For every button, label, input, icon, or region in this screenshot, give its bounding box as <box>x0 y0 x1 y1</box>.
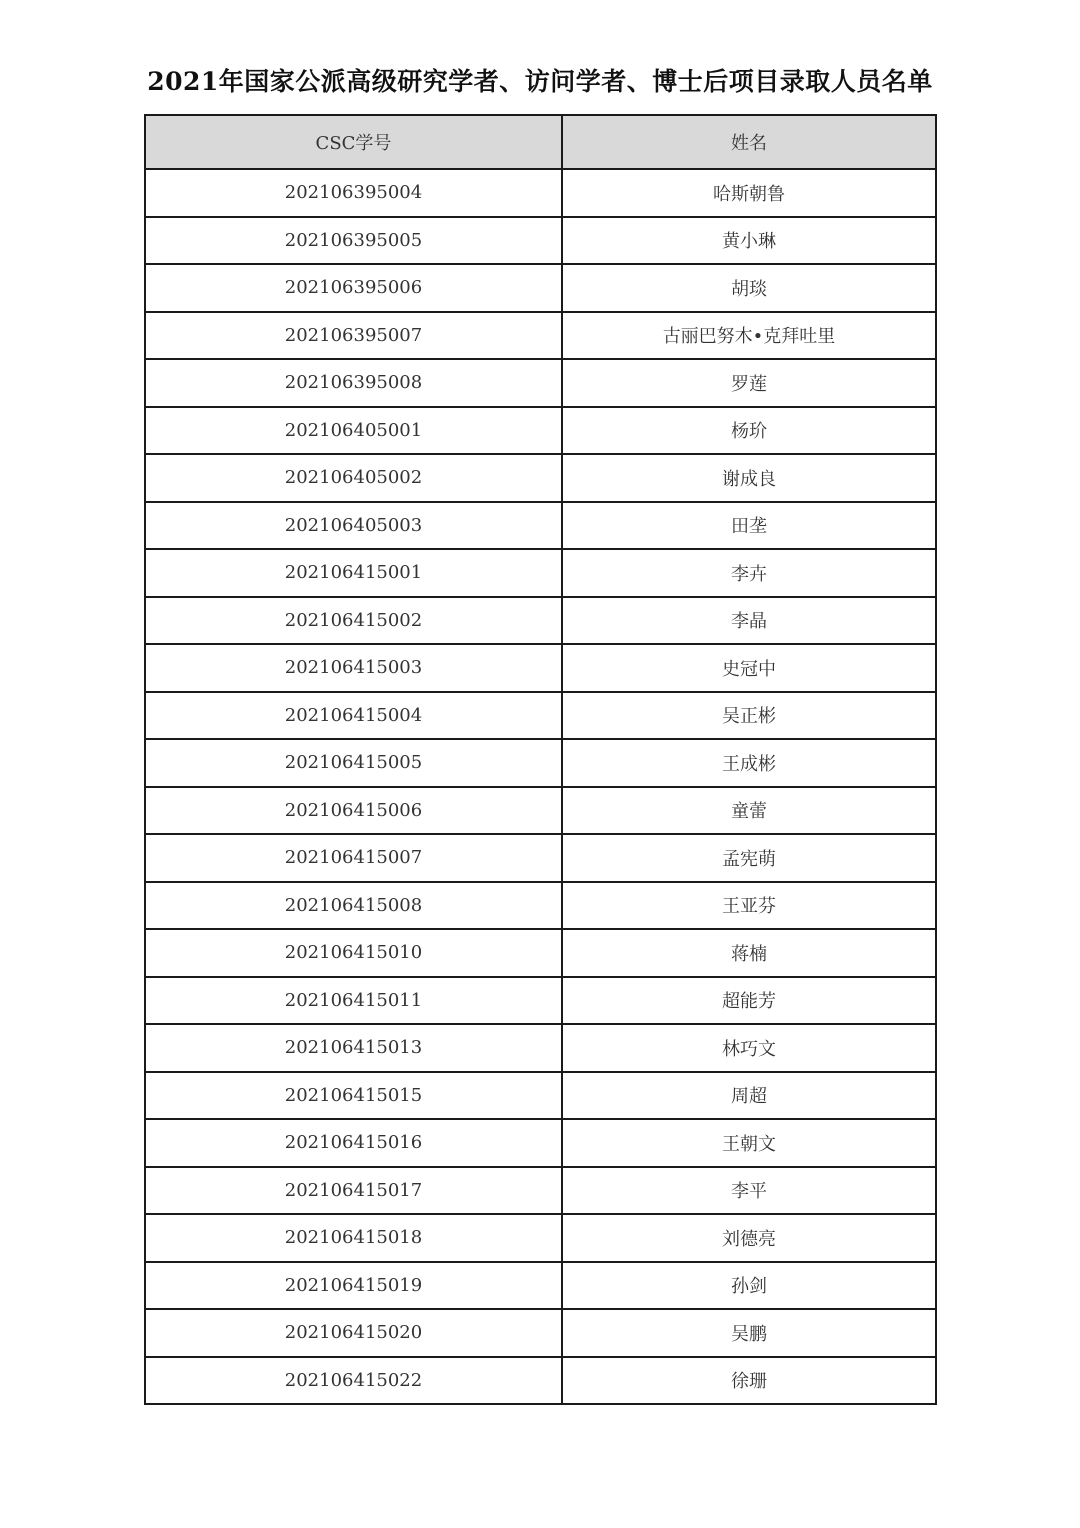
table-row <box>145 1262 936 1310</box>
csc-id-cell: 202106405002 <box>145 454 562 502</box>
csc-id-cell: 202106415013 <box>145 1024 562 1072</box>
name-cell: 王成彬 <box>562 739 936 787</box>
csc-id-cell: 202106395007 <box>145 312 562 360</box>
table-row <box>145 217 936 265</box>
csc-id-cell: 202106415018 <box>145 1214 562 1262</box>
csc-id-cell: 202106415017 <box>145 1167 562 1215</box>
csc-id-cell: 202106415020 <box>145 1309 562 1357</box>
name-cell: 哈斯朝鲁 <box>562 169 936 217</box>
table-row <box>145 1024 936 1072</box>
csc-id-cell: 202106415008 <box>145 882 562 930</box>
table-row <box>145 644 936 692</box>
table-row <box>145 1309 936 1357</box>
table-row <box>145 1072 936 1120</box>
table-row <box>145 359 936 407</box>
table-row <box>145 549 936 597</box>
csc-id-cell: 202106395008 <box>145 359 562 407</box>
name-cell: 史冠中 <box>562 644 936 692</box>
admission-table <box>144 114 937 1405</box>
name-cell: 李平 <box>562 1167 936 1215</box>
name-cell: 孟宪萌 <box>562 834 936 882</box>
page-title: 2021年国家公派高级研究学者、访问学者、博士后项目录取人员名单 <box>147 67 933 96</box>
name-cell: 田垄 <box>562 502 936 550</box>
name-cell: 孙剑 <box>562 1262 936 1310</box>
csc-id-cell: 202106415011 <box>145 977 562 1025</box>
name-cell: 林巧文 <box>562 1024 936 1072</box>
csc-id-cell: 202106405003 <box>145 502 562 550</box>
column-header-name: 姓名 <box>562 115 936 169</box>
table-row <box>145 692 936 740</box>
csc-id-cell: 202106395004 <box>145 169 562 217</box>
name-cell: 徐珊 <box>562 1357 936 1405</box>
table-row <box>145 882 936 930</box>
table-row <box>145 929 936 977</box>
name-cell: 李卉 <box>562 549 936 597</box>
name-cell: 童蕾 <box>562 787 936 835</box>
name-cell: 王亚芬 <box>562 882 936 930</box>
name-cell: 超能芳 <box>562 977 936 1025</box>
csc-id-cell: 202106415002 <box>145 597 562 645</box>
name-cell: 古丽巴努木•克拜吐里 <box>562 312 936 360</box>
table-row <box>145 1167 936 1215</box>
table-row <box>145 407 936 455</box>
table-body <box>145 169 936 1404</box>
table-row <box>145 264 936 312</box>
table-row <box>145 454 936 502</box>
table-row <box>145 739 936 787</box>
name-cell: 吴正彬 <box>562 692 936 740</box>
name-cell: 胡琰 <box>562 264 936 312</box>
table-row <box>145 1119 936 1167</box>
table-row <box>145 502 936 550</box>
csc-id-cell: 202106415005 <box>145 739 562 787</box>
name-cell: 周超 <box>562 1072 936 1120</box>
name-cell: 吴鹏 <box>562 1309 936 1357</box>
table-row <box>145 977 936 1025</box>
table-row <box>145 169 936 217</box>
name-cell: 王朝文 <box>562 1119 936 1167</box>
column-header-csc-id: CSC学号 <box>145 115 562 169</box>
table-header-row <box>145 115 936 169</box>
csc-id-cell: 202106415004 <box>145 692 562 740</box>
csc-id-cell: 202106415003 <box>145 644 562 692</box>
csc-id-cell: 202106415010 <box>145 929 562 977</box>
table-row <box>145 787 936 835</box>
name-cell: 刘德亮 <box>562 1214 936 1262</box>
csc-id-cell: 202106415019 <box>145 1262 562 1310</box>
table-row <box>145 834 936 882</box>
csc-id-cell: 202106415001 <box>145 549 562 597</box>
csc-id-cell: 202106415022 <box>145 1357 562 1405</box>
csc-id-cell: 202106415007 <box>145 834 562 882</box>
table-row <box>145 312 936 360</box>
csc-id-cell: 202106395005 <box>145 217 562 265</box>
name-cell: 谢成良 <box>562 454 936 502</box>
table-row <box>145 597 936 645</box>
csc-id-cell: 202106405001 <box>145 407 562 455</box>
name-cell: 杨玠 <box>562 407 936 455</box>
csc-id-cell: 202106395006 <box>145 264 562 312</box>
table-row <box>145 1357 936 1405</box>
table-row <box>145 1214 936 1262</box>
csc-id-cell: 202106415015 <box>145 1072 562 1120</box>
csc-id-cell: 202106415006 <box>145 787 562 835</box>
name-cell: 蒋楠 <box>562 929 936 977</box>
name-cell: 李晶 <box>562 597 936 645</box>
csc-id-cell: 202106415016 <box>145 1119 562 1167</box>
name-cell: 黄小琳 <box>562 217 936 265</box>
name-cell: 罗莲 <box>562 359 936 407</box>
